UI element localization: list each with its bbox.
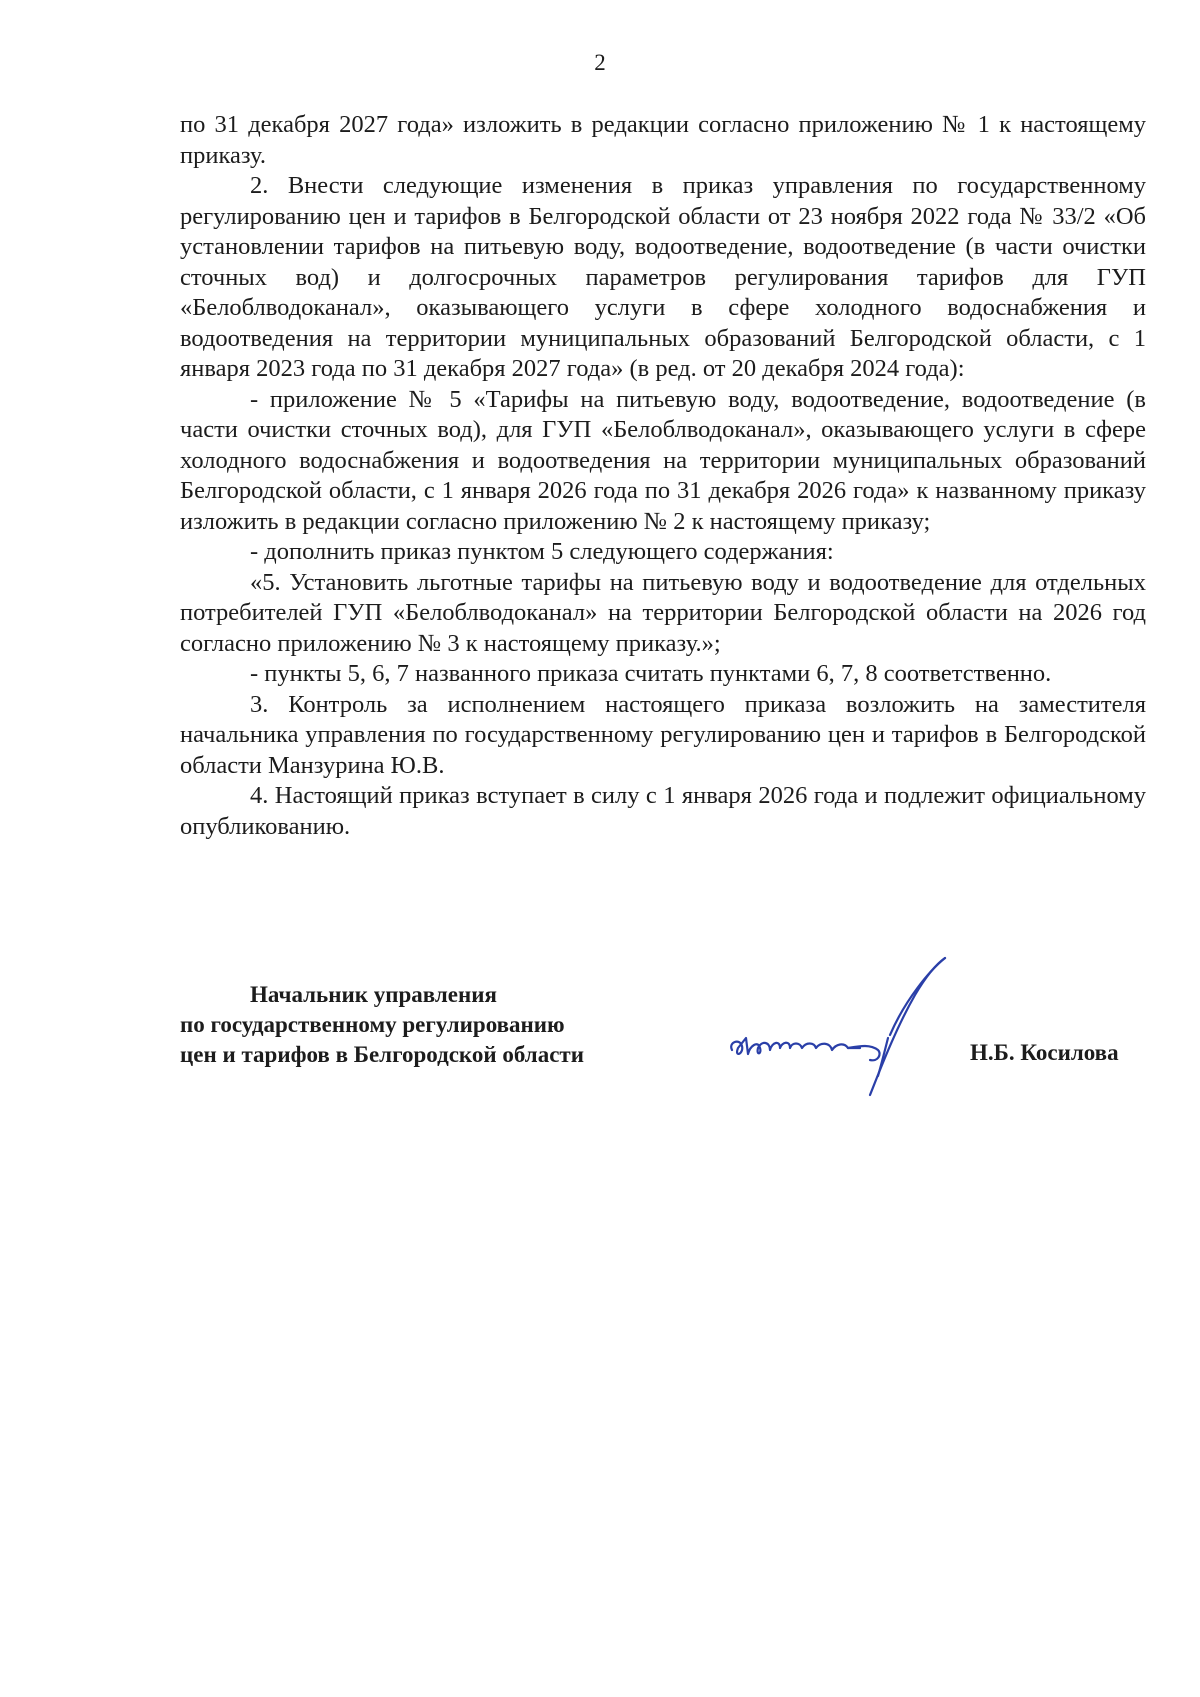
paragraph-add-point: - дополнить приказ пунктом 5 следующего содержания: [250,538,834,565]
document-body [180,110,1146,842]
position-line: цен и тарифов в Белгородской области [180,1042,584,1067]
page-number: 2 [594,50,606,75]
paragraph-renumber: - пункты 5, 6, 7 названного приказа считать пунктами 6, 7, 8 соответственно. [250,660,1052,687]
signatory-position [180,980,584,1070]
paragraph-item-3: 3. Контроль за исполнением настоящего приказа возложить на заместителя начальника управления по государственному регулированию цен и тарифов в Белгородской области Манзурина Ю.В. [180,690,1146,779]
position-line: по государственному регулированию [180,1012,565,1037]
signer-name: Н.Б. Косилова [970,1040,1119,1065]
paragraph-point-5: «5. Установить льготные тарифы на питьевую воду и водоотведение для отдельных потребителей ГУП «Белоблводоканал» на территории Белгородской области на 2026 год согласно приложению № 3 к настоящему приказу.»; [180,568,1146,657]
paragraph-continuation: по 31 декабря 2027 года» изложить в редакции согласно приложению № 1 к настоящему приказу. [180,111,1146,169]
paragraph-item-4: 4. Настоящий приказ вступает в силу с 1 января 2026 года и подлежит официальному опубликованию. [180,782,1146,840]
handwritten-signature [720,950,980,1100]
position-line: Начальник управления [250,982,497,1007]
paragraph-annex-5: - приложение № 5 «Тарифы на питьевую воду, водоотведение, водоотведение (в части очистки сточных вод), для ГУП «Белоблводоканал», оказывающего услуги в сфере холодного водоснабжения и водоотведения на территории муниципальных образований Белгородской области, с 1 января 2026 года по 31 декабря 2026 года» к названному приказу изложить в редакции согласно приложению № 2 к настоящему приказу; [180,385,1146,535]
paragraph-item-2: 2. Внести следующие изменения в приказ управления по государственному регулированию цен и тарифов в Белгородской области от 23 ноября 2022 года № 33/2 «Об установлении тарифов на питьевую воду, водоотведение, водоотведение (в части очистки сточных вод) и долгосрочных параметров регулирования тарифов для ГУП «Белоблводоканал», оказывающего услуги в сфере холодного водоснабжения и водоотведения на территории муниципальных образований Белгородской области, с 1 января 2023 года по 31 декабря 2027 года» (в ред. от 20 декабря 2024 года): [180,172,1146,382]
